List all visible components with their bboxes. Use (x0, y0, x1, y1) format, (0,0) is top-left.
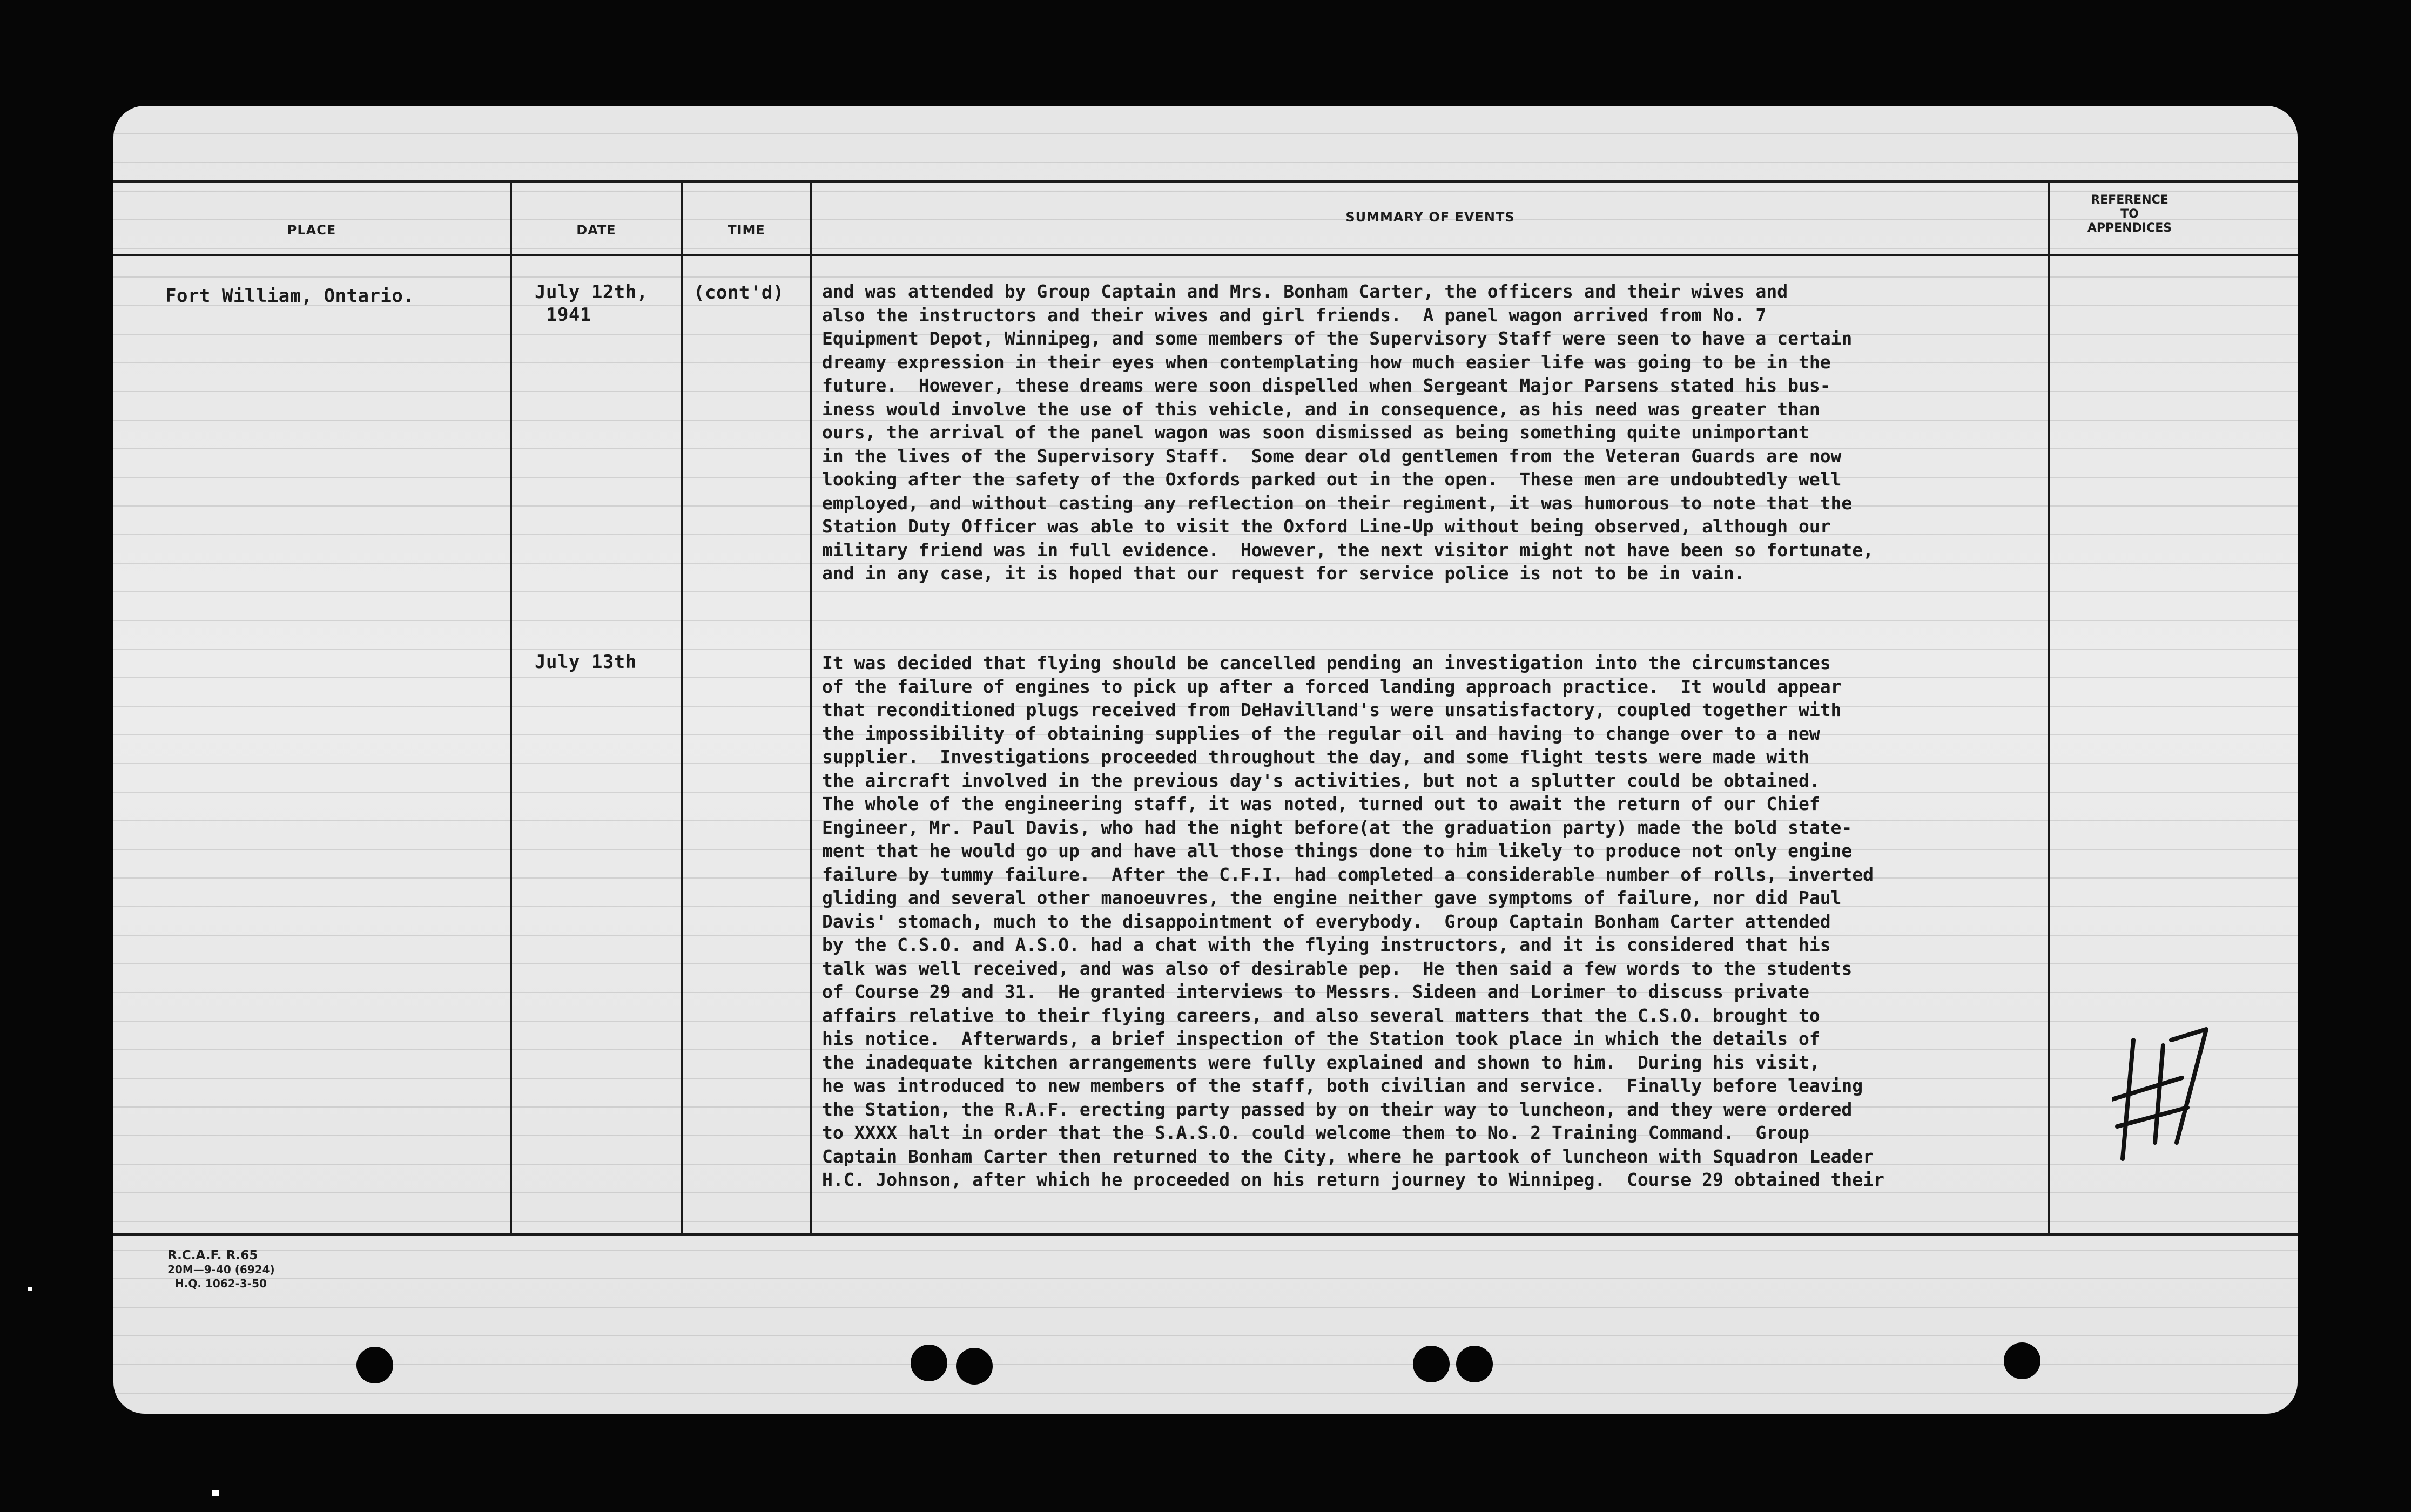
table-bottom-rule (113, 1233, 2298, 1236)
form-code-line: H.Q. 1062-3-50 (175, 1277, 267, 1290)
form-code-line: R.C.A.F. R.65 (167, 1248, 258, 1263)
punch-hole (1413, 1346, 1450, 1382)
punch-hole (911, 1345, 947, 1381)
header-reference-to-appendices: REFERENCE TO APPENDICES (2087, 193, 2172, 235)
film-speck (212, 1490, 219, 1496)
punch-hole (356, 1347, 393, 1383)
header-top-rule (113, 180, 2298, 183)
punch-hole (956, 1348, 993, 1385)
entry-summary: It was decided that flying should be cancelled pending an investigation into the circumstances of the failure of engines to pick up after a forced landing approach practice. It would appear that reconditioned plugs received from DeHavilland's were unsatisfactory, coupled together with the impossibility of obtaining supplies of the regular oil and having to change over to a new supplier. Investigations proceeded throughout the day, and some flight tests were made with the aircraft involved in the previous day's activities, but not a splutter could be obtained. The whole of the engineering staff, it was noted, turned out to await the return of our Chief Engineer, Mr. Paul Davis, who had the night before(at the graduation party) made the bold state- ment that he would go up and have all those things done to him likely to produce not only engine failure by tummy failure. After the C.F.I. had completed a considerable number of rolls, inverted gliding and several other manoeuvres, the engine neither gave symptoms of failure, nor did Paul Davis' stomach, much to the disappointment of everybody. Group Captain Bonham Carter attended by the C.S.O. and A.S.O. had a chat with the flying instructors, and it is considered that his talk was well received, and was also of desirable pep. He then said a few words to the students of Course 29 and 31. He granted interviews to Messrs. Sideen and Lorimer to discuss private affairs relative to their flying careers, and also several matters that the C.S.O. brought to his notice. Afterwards, a brief inspection of the Station took place in which the details of the inadequate kitchen arrangements were fully explained and shown to him. During his visit, he was introduced to new members of the staff, both civilian and service. Finally before leaving the Station, the R.A.F. erecting party passed by on their way to luncheon, and they were ordered to XXXX halt in order that the S.A.S.O. could welcome them to No. 2 Training Command. Group Captain Bonham Carter then returned to the City, where he partook of luncheon with Squadron Leader H.C. Johnson, after which he proceeded on his return journey to Winnipeg. Course 29 obtained their (822, 652, 1884, 1190)
column-divider-date-time (681, 180, 683, 1236)
form-code-line: 20M—9-40 (6924) (167, 1263, 275, 1276)
column-divider-time-summary (810, 180, 812, 1236)
entry-date: July 13th (535, 651, 637, 673)
header-place: PLACE (287, 222, 336, 238)
entry-place: Fort William, Ontario. (165, 285, 415, 307)
entry-summary: and was attended by Group Captain and Mrs. Bonham Carter, the officers and their wives and also the instructors and their wives and girl friends. A panel wagon arrived from No. 7 Equipment Depot, Winnipeg, and some members of the Supervisory Staff were seen to have a certain dreamy expression in their eyes when contemplating how much easier life was going to be in the future. However, these dreams were soon dispelled when Sergeant Major Parsens stated his bus- iness would involve the use of this vehicle, and in consequence, as his need was greater than ours, the arrival of the panel wagon was soon dismissed as being something quite unimportant in the lives of the Supervisory Staff. Some dear old gentlemen from the Veteran Guards are now looking after the safety of the Oxfords parked out in the open. These men are undoubtedly well employed, and without casting any reflection on their regiment, it was humorous to note that the Station Duty Officer was able to visit the Oxford Line-Up without being observed, although our military friend was in full evidence. However, the next visitor might not have been so fortunate, and in any case, it is hoped that our request for service police is not to be in vain. (822, 281, 1874, 584)
film-speck (28, 1287, 32, 1291)
entry-date: July 12th, 1941 (535, 281, 648, 326)
header-summary: SUMMARY OF EVENTS (1345, 210, 1515, 225)
entry-time: (cont'd) (693, 282, 784, 303)
header-date: DATE (576, 222, 616, 238)
column-divider-place-date (510, 180, 512, 1236)
handwritten-page-number (2112, 1018, 2220, 1164)
punch-hole (2004, 1342, 2040, 1379)
punch-hole (1456, 1346, 1493, 1382)
header-bottom-rule (113, 254, 2298, 256)
diary-form-sheet (113, 106, 2298, 1414)
header-time: TIME (728, 222, 765, 238)
form-code (167, 1248, 275, 1291)
